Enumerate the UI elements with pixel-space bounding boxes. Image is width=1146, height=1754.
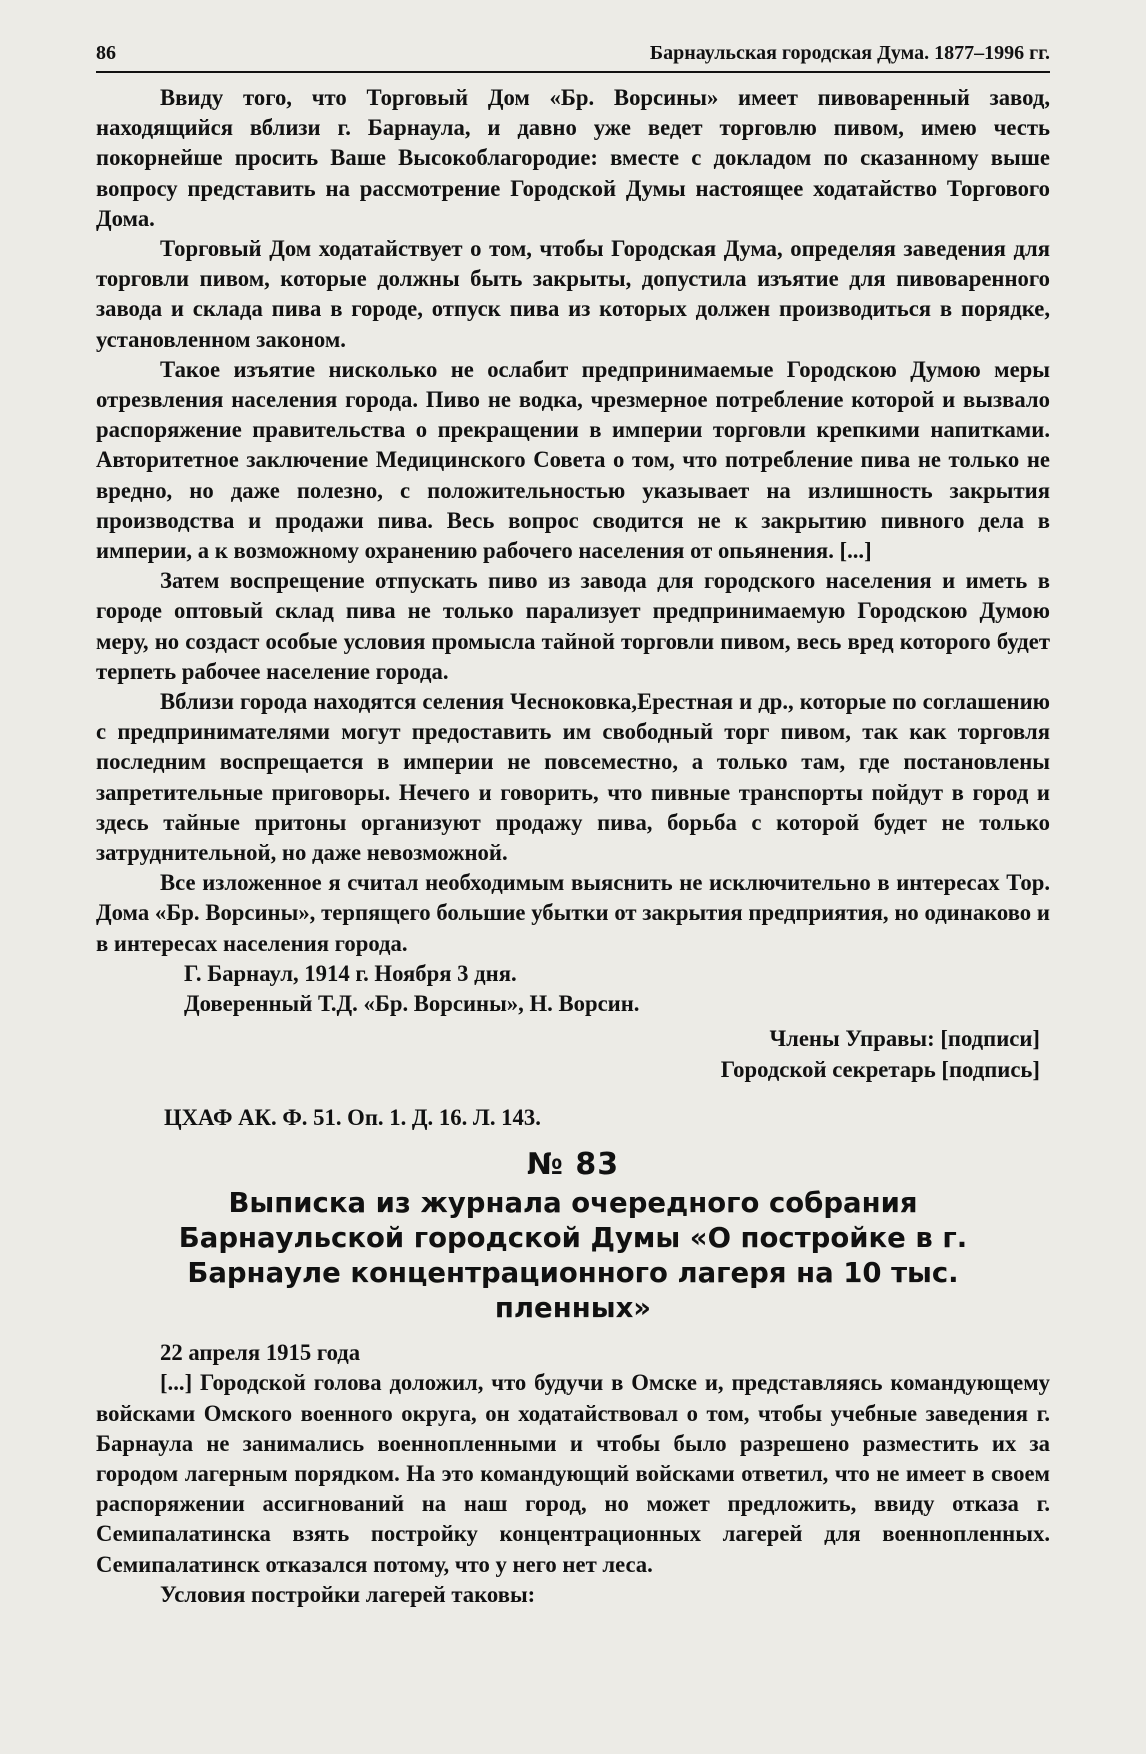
- paragraph: [...] Городской голова доложил, что будучи в Омске и, представляясь командующему войсками Омского военного округа, он ходатайствовал о том, чтобы учебные заведения г. Барнаула не занимались военнопленными и чтобы было разрешено разместить их за городом лагерным порядком. На это командующий войсками ответил, что не имеет в своем распоряжении ассигнований на наш город, но может предложить, ввиду отказа г. Семипалатинска взять постройку концентрационных лагерей для военнопленных. Семипалатинск отказался потому, что у него нет леса.: [96, 1370, 1050, 1577]
- paragraph: Ввиду того, что Торговый Дом «Бр. Ворсины» имеет пивоваренный завод, находящийся вблизи г. Барнаула, и давно уже ведет торговлю пивом, имею честь покорнейше просить Ваше Высокоблагородие: вместе с докладом по сказанному выше вопросу представить на рассмотрение Городской Думы настоящее ходатайство Торгового Дома.: [96, 85, 1050, 231]
- running-head: [96, 42, 1050, 73]
- paragraph: Вблизи города находятся селения Чесноковка,Ерестная и др., которые по соглашению с предпринимателями могут предоставить им свободный торг пивом, так как торговля последним воспрещается в империи не повсеместно, а только там, где постановлены запретительные приговоры. Нечего и говорить, что пивные транспорты пойдут в город и здесь тайные притоны организуют продажу пива, борьба с которой будет не только затруднительной, но даже невозможной.: [96, 689, 1050, 866]
- archive-reference: ЦХАФ АК. Ф. 51. Оп. 1. Д. 16. Л. 143.: [164, 1105, 541, 1131]
- paragraph: Все изложенное я считал необходимым выяснить не исключительно в интересах Тор. Дома «Бр. Ворсины», терпящего большие убытки от закрытия предприятия, но одинаково и в интересах населения города.: [96, 870, 1050, 956]
- place-date: Г. Барнаул, 1914 г. Ноября 3 дня.: [184, 960, 517, 986]
- signature-line: Городской секретарь [подпись]: [720, 1057, 1040, 1083]
- signature-line: Члены Управы: [подписи]: [769, 1026, 1040, 1052]
- document-title: Выписка из журнала очередного собрания Барнаульской городской Думы «О постройке в г. Барнауле концентрационного лагеря на 10 тыс. пленных»: [178, 1187, 968, 1325]
- document-date: 22 апреля 1915 года: [160, 1340, 361, 1366]
- paragraph: Условия постройки лагерей таковы:: [160, 1581, 536, 1607]
- page-number: 86: [96, 42, 116, 64]
- letter-body: [96, 83, 1050, 959]
- trustee-signature: Доверенный Т.Д. «Бр. Ворсины», Н. Ворсин.: [184, 991, 640, 1017]
- signatures-block: [96, 1023, 1050, 1085]
- paragraph: Затем воспрещение отпускать пиво из завода для городского населения и иметь в городе оптовый склад пива не только парализует предпринимаемую Городскою Думою меру, но создаст особые условия промысла тайной торговли пивом, весь вред которого будет терпеть рабочее население города.: [96, 568, 1050, 684]
- journal-body: [96, 1368, 1050, 1610]
- document-number: № 83: [526, 1147, 620, 1183]
- paragraph: Торговый Дом ходатайствует о том, чтобы Городская Дума, определяя заведения для торговли пивом, которые должны быть закрыты, допустила изъятие для пивоваренного завода и склада пива в городе, отпуск пива из которых должен производиться в порядке, установленном законом.: [96, 236, 1050, 352]
- book-title: Барнаульская городская Дума. 1877–1996 гг.: [649, 42, 1050, 64]
- paragraph: Такое изъятие нисколько не ослабит предпринимаемые Городскою Думою меры отрезвления населения города. Пиво не водка, чрезмерное потребление которой и вызвало распоряжение правительства о прекращении в империи торговли крепкими напитками. Авторитетное заключение Медицинского Совета о том, что потребление пива не только не вредно, но даже полезно, с положительностью указывает на излишность закрытия производства и продажи пива. Весь вопрос сводится не к закрытию пивного дела в империи, а к возможному охранению рабочего населения от опьянения. [...]: [96, 356, 1050, 564]
